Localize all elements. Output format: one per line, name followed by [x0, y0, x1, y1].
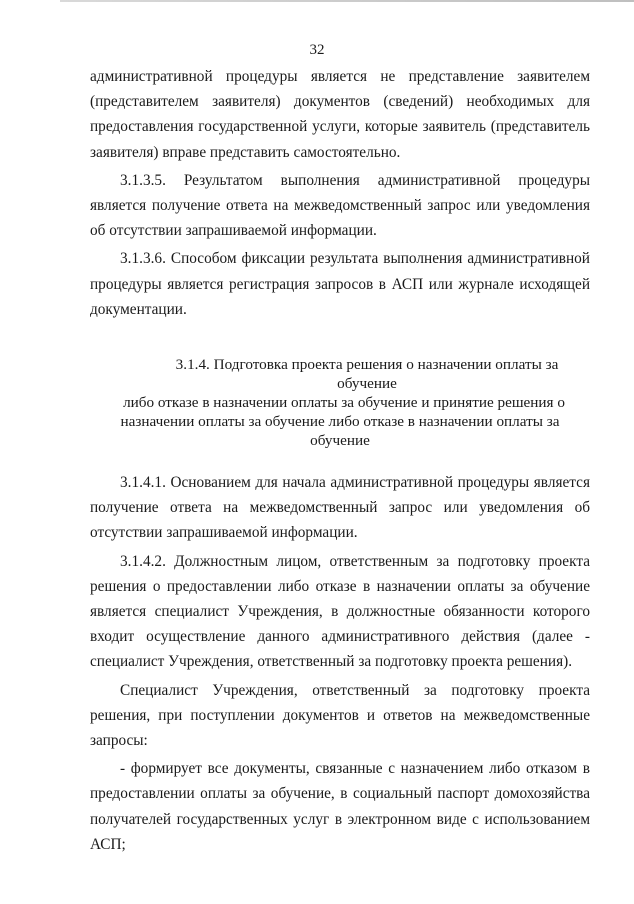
paragraph-continuation: административной процедуры является не представление заявителем (представителем заявителя) документов (сведений) необходимых для предоставления государственной услуги, которые заявитель (представитель заявителя) вправе представить самостоятельно. — [90, 68, 590, 161]
page-number: 32 — [309, 42, 325, 58]
document-body — [90, 64, 590, 857]
paragraph-3-1-3-5: 3.1.3.5. Результатом выполнения административной процедуры является получение ответа на межведомственный запрос или уведомления об отсутствии запрашиваемой информации. — [90, 171, 590, 240]
heading-line-2: либо отказе в назначении оплаты за обучение и принятие решения о — [123, 394, 565, 412]
paragraph-specialist: Специалист Учреждения, ответственный за подготовку проекта решения, при поступлении документов и ответов на межведомственные запросы: — [90, 681, 590, 750]
paragraph-3-1-3-6: 3.1.3.6. Способом фиксации результата выполнения административной процедуры является регистрация запросов в АСП или журнале исходящей документации. — [90, 250, 590, 318]
paragraph-3-1-4-2: 3.1.4.2. Должностным лицом, ответственным за подготовку проекта решения о предоставлении либо отказе в назначении оплаты за обучение является специалист Учреждения, в должностные обязанности которого входит осуществление данного административного действия (далее - специалист Учреждения, ответственный за подготовку проекта решения). — [90, 552, 590, 671]
heading-line-1: 3.1.4. Подготовка проекта решения о назначении оплаты за обучение — [175, 356, 559, 393]
list-item-forms-documents: - формирует все документы, связанные с назначением либо отказом в предоставлении оплаты за обучение, в социальный паспорт домохозяйства получателей государственных услуг в электронном виде с использованием АСП; — [90, 760, 590, 853]
scan-edge — [60, 0, 634, 2]
heading-line-3: назначении оплаты за обучение либо отказе в назначении оплаты за обучение — [120, 413, 560, 450]
section-heading-3-1-4 — [90, 355, 590, 450]
paragraph-3-1-4-1: 3.1.4.1. Основанием для начала административной процедуры является получение ответа на межведомственный запрос или уведомления об отсутствии запрашиваемой информации. — [90, 474, 590, 542]
